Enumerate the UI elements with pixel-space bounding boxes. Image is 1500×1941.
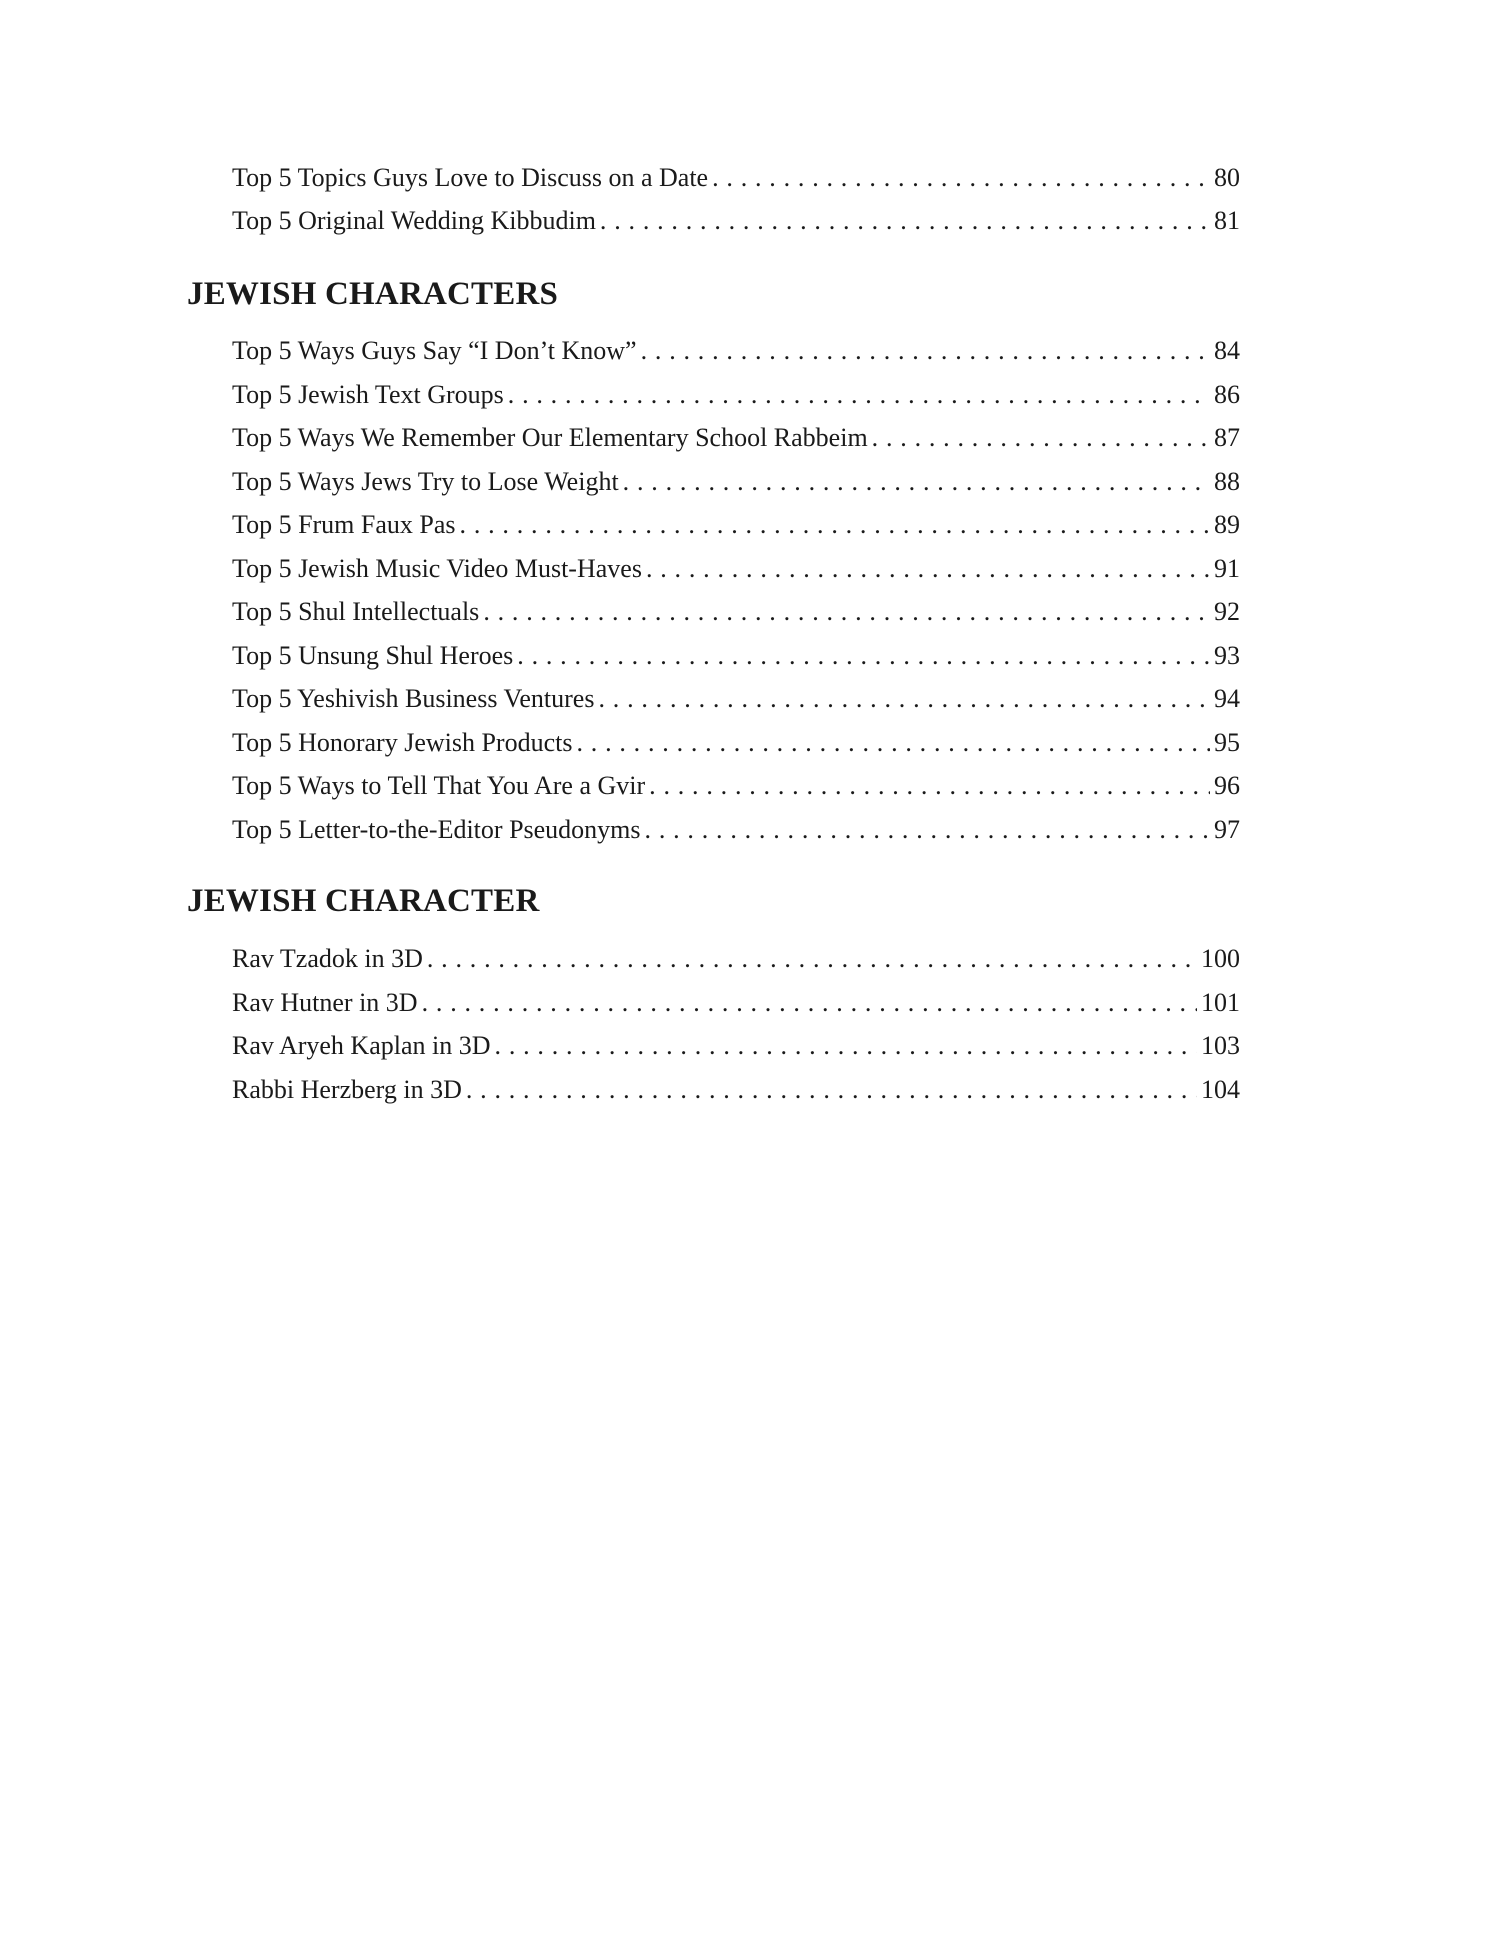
entry-title: Top 5 Ways We Remember Our Elementary School Rabbeim [232,423,868,452]
entry-page-number: 86 [1214,379,1240,409]
toc-entry[interactable] [232,939,1240,979]
entry-title: Top 5 Ways Guys Say “I Don’t Know” [232,336,637,365]
dot-leader [641,331,1210,371]
toc-entry[interactable] [232,723,1240,763]
toc-entry[interactable] [232,505,1240,545]
toc-entry[interactable] [232,549,1240,589]
dot-leader [646,549,1210,589]
entry-title: Rav Hutner in 3D [232,987,418,1017]
entry-title: Top 5 Ways to Tell That You Are a Gvir [232,771,646,800]
toc-entry[interactable] [232,201,1240,241]
toc-entry[interactable] [232,331,1240,371]
toc-entry[interactable] [232,679,1240,719]
entry-title: Top 5 Ways Jews Try to Lose Weight [232,466,619,496]
entry-title: Rav Tzadok in 3D [232,944,423,973]
dot-leader [712,158,1210,198]
dot-leader [460,505,1210,545]
section-heading: JEWISH CHARACTER [187,883,540,919]
dot-leader [623,462,1210,502]
dot-leader [427,939,1197,979]
entry-title: Top 5 Frum Faux Pas [232,510,456,539]
entry-page-number: 89 [1214,510,1240,539]
dot-leader [598,679,1210,719]
dot-leader [517,636,1210,676]
entry-title: Top 5 Yeshivish Business Ventures [232,684,595,713]
entry-page-number: 92 [1214,597,1240,626]
dot-leader [576,723,1210,763]
entry-title: Top 5 Letter-to-the-Editor Pseudonyms [232,814,641,844]
toc-entry[interactable] [232,766,1240,806]
entry-page-number: 91 [1214,553,1240,583]
toc-entry[interactable] [232,1026,1240,1066]
entry-page-number: 104 [1201,1074,1240,1104]
toc-entry[interactable] [232,418,1240,458]
entry-title: Top 5 Jewish Music Video Must-Haves [232,553,642,583]
toc-entry[interactable] [232,983,1240,1023]
entry-page-number: 84 [1214,336,1240,365]
entry-page-number: 100 [1201,944,1240,973]
entry-page-number: 94 [1214,684,1240,713]
entry-page-number: 96 [1214,771,1240,800]
entry-title: Top 5 Jewish Text Groups [232,379,504,409]
section-heading: JEWISH CHARACTERS [187,276,559,312]
entry-page-number: 80 [1214,163,1240,192]
entry-page-number: 97 [1214,814,1240,844]
entry-page-number: 81 [1214,206,1240,235]
entry-page-number: 101 [1201,987,1240,1017]
toc-entry[interactable] [232,810,1240,850]
toc-entry[interactable] [232,636,1240,676]
entry-title: Top 5 Topics Guys Love to Discuss on a Date [232,163,709,192]
dot-leader [422,983,1197,1023]
entry-page-number: 88 [1214,466,1240,496]
toc-entry[interactable] [232,375,1240,415]
dot-leader [483,592,1210,632]
dot-leader [508,375,1210,415]
entry-title: Top 5 Unsung Shul Heroes [232,640,514,670]
dot-leader [645,810,1210,850]
entry-page-number: 87 [1214,423,1240,452]
toc-entry[interactable] [232,1070,1240,1110]
dot-leader [649,766,1210,806]
entry-title: Top 5 Honorary Jewish Products [232,727,573,757]
dot-leader [495,1026,1197,1066]
entry-title: Top 5 Shul Intellectuals [232,597,480,626]
toc-entry[interactable] [232,462,1240,502]
entry-page-number: 95 [1214,727,1240,757]
entry-page-number: 93 [1214,640,1240,670]
toc-entry[interactable] [232,158,1240,198]
entry-title: Rav Aryeh Kaplan in 3D [232,1031,491,1060]
dot-leader [600,201,1210,241]
entry-title: Rabbi Herzberg in 3D [232,1074,462,1104]
entry-title: Top 5 Original Wedding Kibbudim [232,206,596,235]
dot-leader [466,1070,1197,1110]
entry-page-number: 103 [1201,1031,1240,1060]
dot-leader [872,418,1210,458]
toc-entry[interactable] [232,592,1240,632]
